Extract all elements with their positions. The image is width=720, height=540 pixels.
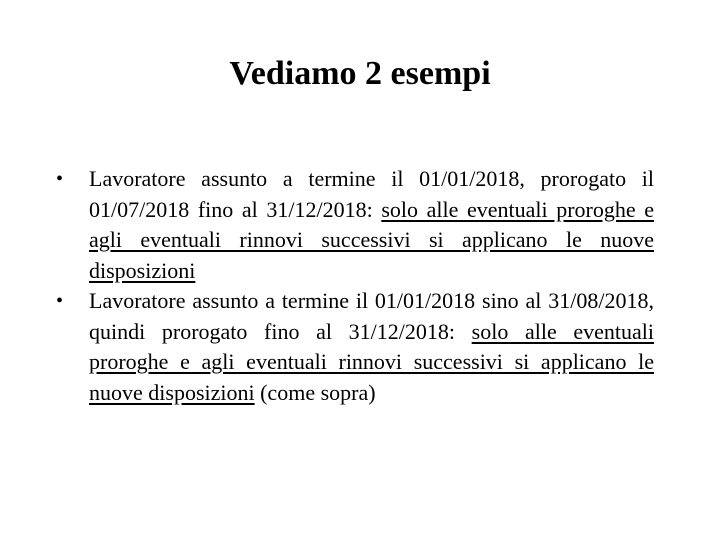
slide-title: Vediamo 2 esempi <box>229 55 491 92</box>
bullet-2-text: Lavoratore assunto a termine il 01/01/2018 sino al 31/08/2018, quindi prorogato fino al 31/12/2018: <box>89 288 654 344</box>
bullet-dot-icon: • <box>56 290 64 312</box>
bullet-dot-icon: • <box>56 168 64 190</box>
bullet-list <box>56 164 654 408</box>
bullet-item-1 <box>56 164 654 286</box>
bullet-1-underlined-text: solo alle eventuali proroghe e agli eventuali rinnovi successivi si applicano le nuove disposizioni <box>89 196 654 283</box>
bullet-2-underlined-text: solo alle eventuali proroghe e agli eventuali rinnovi successivi si applicano le nuove disposizioni <box>89 318 655 405</box>
bullet-2-tail: (come sopra) <box>254 379 376 405</box>
bullet-1-text: Lavoratore assunto a termine il 01/01/2018, prorogato il 01/07/2018 fino al 31/12/2018: <box>89 166 654 222</box>
bullet-item-2 <box>56 286 654 408</box>
